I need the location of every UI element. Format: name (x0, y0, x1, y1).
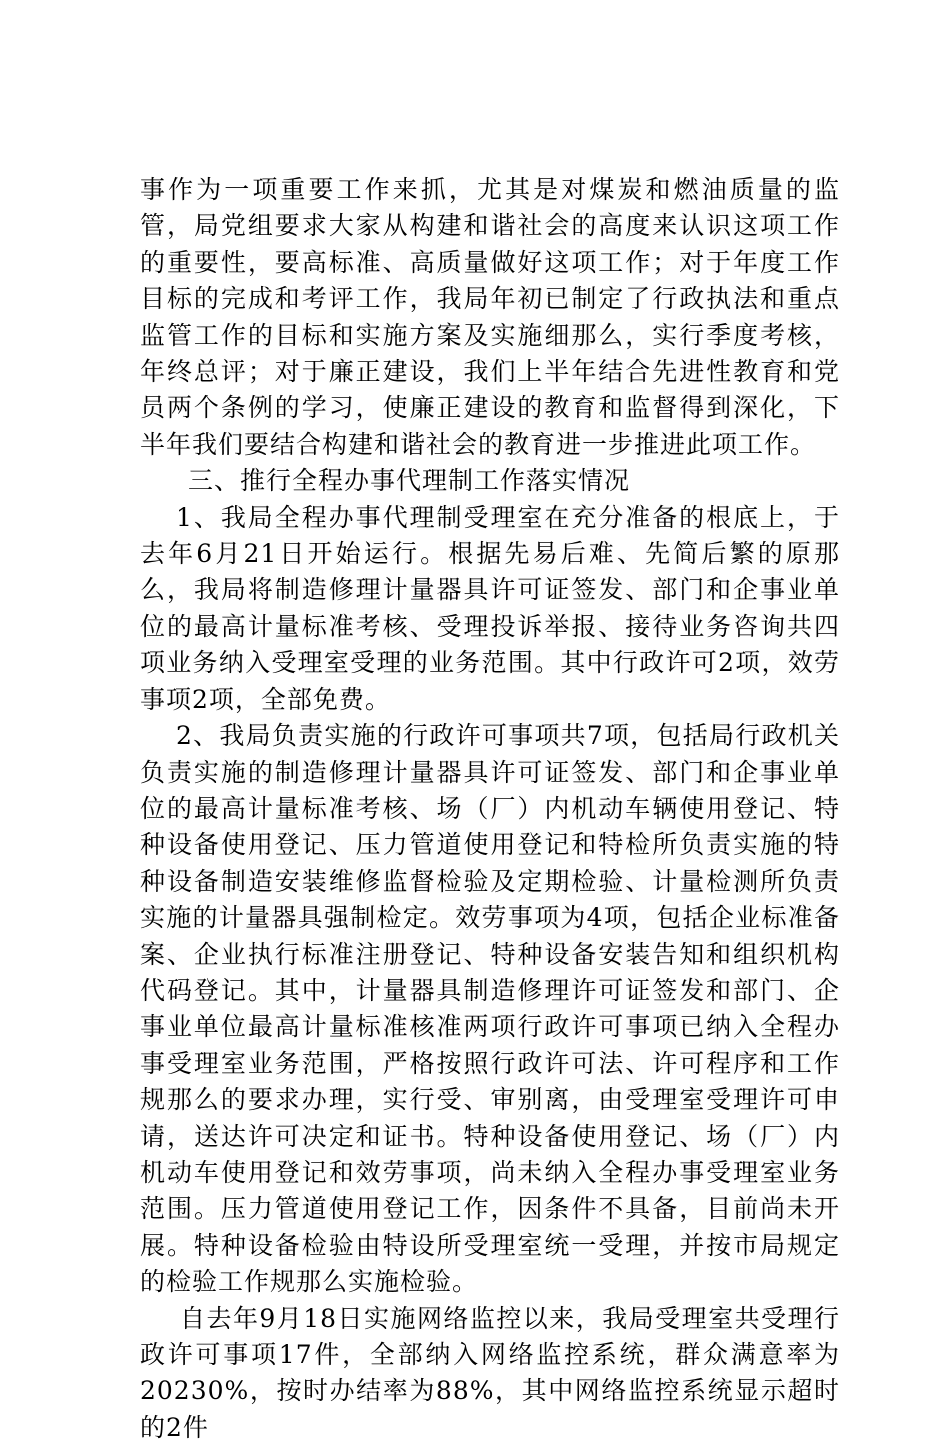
paragraph-item-1: 1、我局全程办事代理制受理室在充分准备的根底上，于去年6月21日开始运行。根据先易后难、先简后繁的原那么，我局将制造修理计量器具许可证签发、部门和企事业单位的最高计量标准考核、受理投诉举报、接待业务咨询共四项业务纳入受理室受理的业务范围。其中行政许可2项，效劳事项2项，全部免费。 (140, 502, 840, 714)
paragraph-monitoring: 自去年9月18日实施网络监控以来，我局受理室共受理行政许可事项17件，全部纳入网络监控系统，群众满意率为20230%，按时办结率为88%，其中网络监控系统显示超时的2件 (140, 1303, 840, 1442)
document-body (140, 172, 840, 1446)
section-heading: 三、推行全程办事代理制工作落实情况 (188, 466, 631, 496)
paragraph-item-2: 2、我局负责实施的行政许可事项共7项，包括局行政机关负责实施的制造修理计量器具许可证签发、部门和企事业单位的最高计量标准考核、场（厂）内机动车辆使用登记、特种设备使用登记、压力管道使用登记和特检所负责实施的特种设备制造安装维修监督检验及定期检验、计量检测所负责实施的计量器具强制检定。效劳事项为4项，包括企业标准备案、企业执行标准注册登记、特种设备安装告知和组织机构代码登记。其中，计量器具制造修理许可证签发和部门、企事业单位最高计量标准核准两项行政许可事项已纳入全程办事受理室业务范围，严格按照行政许可法、许可程序和工作规那么的要求办理，实行受、审别离，由受理室受理许可申请，送达许可决定和证书。特种设备使用登记、场（厂）内机动车使用登记和效劳事项，尚未纳入全程办事受理室业务范围。压力管道使用登记工作，因条件不具备，目前尚未开展。特种设备检验由特设所受理室统一受理，并按市局规定的检验工作规那么实施检验。 (140, 721, 840, 1297)
paragraph-continuation: 事作为一项重要工作来抓，尤其是对煤炭和燃油质量的监管，局党组要求大家从构建和谐社会的高度来认识这项工作的重要性，要高标准、高质量做好这项工作；对于年度工作目标的完成和考评工作，我局年初已制定了行政执法和重点监管工作的目标和实施方案及实施细那么，实行季度考核，年终总评；对于廉正建设，我们上半年结合先进性教育和党员两个条例的学习，使廉正建设的教育和监督得到深化，下半年我们要结合构建和谐社会的教育进一步推进此项工作。 (140, 175, 840, 459)
